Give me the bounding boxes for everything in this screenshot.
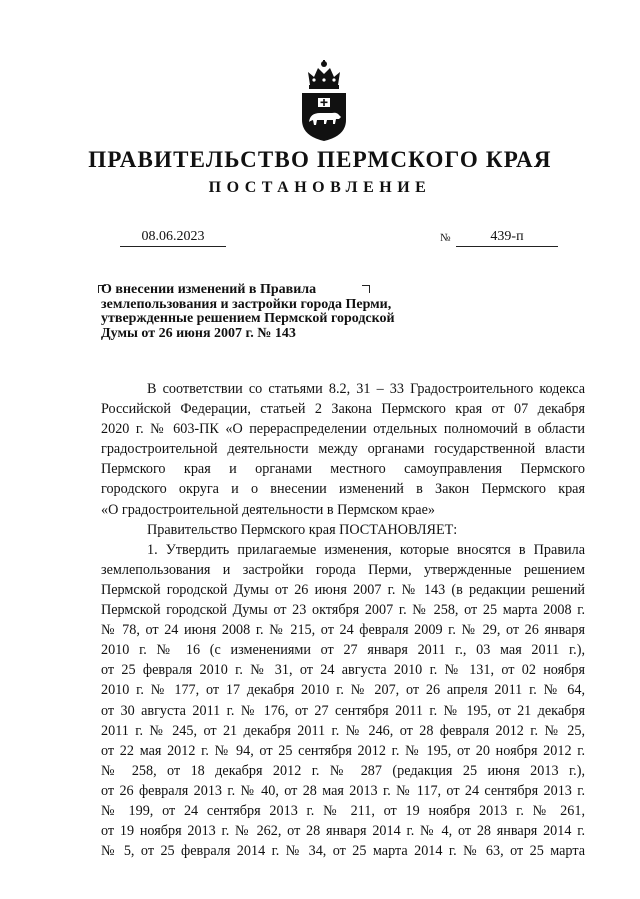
number-label: № <box>440 232 451 244</box>
perm-krai-emblem-icon <box>296 58 352 142</box>
body-line: градостроительной деятельности между органами государственной власти <box>101 441 585 458</box>
subject-line: О внесении изменений в Правила <box>101 282 317 297</box>
body-line: 2020 г. № 603-ПК «О перераспределении отдельных полномочий в области <box>101 421 585 438</box>
subject-line: утвержденные решением Пермской городской <box>101 311 395 326</box>
body-line: № 199, от 24 сентября 2013 г. № 211, от 19 ноября 2013 г. № 261, <box>101 802 585 819</box>
subject-line: Думы от 26 июня 2007 г. № 143 <box>101 325 296 341</box>
body-line: Пермского края и органами местного самоуправления Пермского <box>101 461 585 478</box>
body-line: «О градостроительной деятельности в Пермском крае» <box>101 501 435 518</box>
body-line: Российской Федерации, статьей 2 Закона Пермского края от 07 декабря <box>101 401 585 418</box>
body-line: от 25 февраля 2010 г. № 31, от 24 августа 2010 г. № 131, от 02 ноября <box>101 662 585 679</box>
body-line: № 5, от 25 февраля 2014 г. № 34, от 25 марта 2014 г. № 63, от 25 марта <box>101 843 585 860</box>
body-line: № 258, от 18 декабря 2012 г. № 287 (редакция 25 июня 2013 г.), <box>101 762 585 779</box>
document-subject <box>101 283 421 341</box>
body-line: городского округа и о внесении изменений в Закон Пермского края <box>101 481 585 498</box>
document-body <box>101 379 585 861</box>
document-date: 08.06.2023 <box>120 228 226 247</box>
body-line: В соответствии со статьями 8.2, 31 – 33 Градостроительного кодекса <box>147 381 585 397</box>
body-line: Правительство Пермского края ПОСТАНОВЛЯЕТ: <box>147 521 458 538</box>
body-line: Пермской городской Думы от 23 октября 2007 г. № 258, от 25 марта 2008 г. <box>101 602 585 619</box>
body-line: от 30 августа 2011 г. № 176, от 27 сентября 2011 г. № 195, от 21 декабря <box>101 702 585 719</box>
subject-line: землепользования и застройки города Перми, <box>101 296 392 312</box>
body-line: от 22 мая 2012 г. № 94, от 25 сентября 2012 г. № 195, от 20 ноября 2012 г. <box>101 742 585 759</box>
body-line: от 26 февраля 2013 г. № 40, от 28 мая 2013 г. № 117, от 24 сентября 2013 г. <box>101 782 585 799</box>
document-number: 439-п <box>456 228 558 247</box>
government-title: ПРАВИТЕЛЬСТВО ПЕРМСКОГО КРАЯ <box>88 147 552 172</box>
body-line: землепользования и застройки города Перми, утвержденные решением <box>101 561 585 578</box>
document-type: ПОСТАНОВЛЕНИЕ <box>208 179 432 196</box>
body-line: Пермской городской Думы от 26 июня 2007 г. № 143 (в редакции решений <box>101 581 585 598</box>
body-line: 2010 г. № 16 (с изменениями от 27 января 2011 г., 03 мая 2011 г.), <box>101 642 585 659</box>
body-line: 1. Утвердить прилагаемые изменения, которые вносятся в Правила <box>147 541 585 558</box>
body-line: 2010 г. № 177, от 17 декабря 2010 г. № 207, от 26 апреля 2011 г. № 64, <box>101 682 585 699</box>
coat-of-arms-icon <box>296 58 352 142</box>
body-line: № 78, от 24 июня 2008 г. № 215, от 24 февраля 2009 г. № 29, от 26 января <box>101 622 585 639</box>
body-line: от 19 ноября 2013 г. № 262, от 28 января 2014 г. № 4, от 28 января 2014 г. <box>101 823 585 840</box>
body-line: 2011 г. № 245, от 21 декабря 2011 г. № 246, от 28 февраля 2012 г. № 25, <box>101 722 585 739</box>
